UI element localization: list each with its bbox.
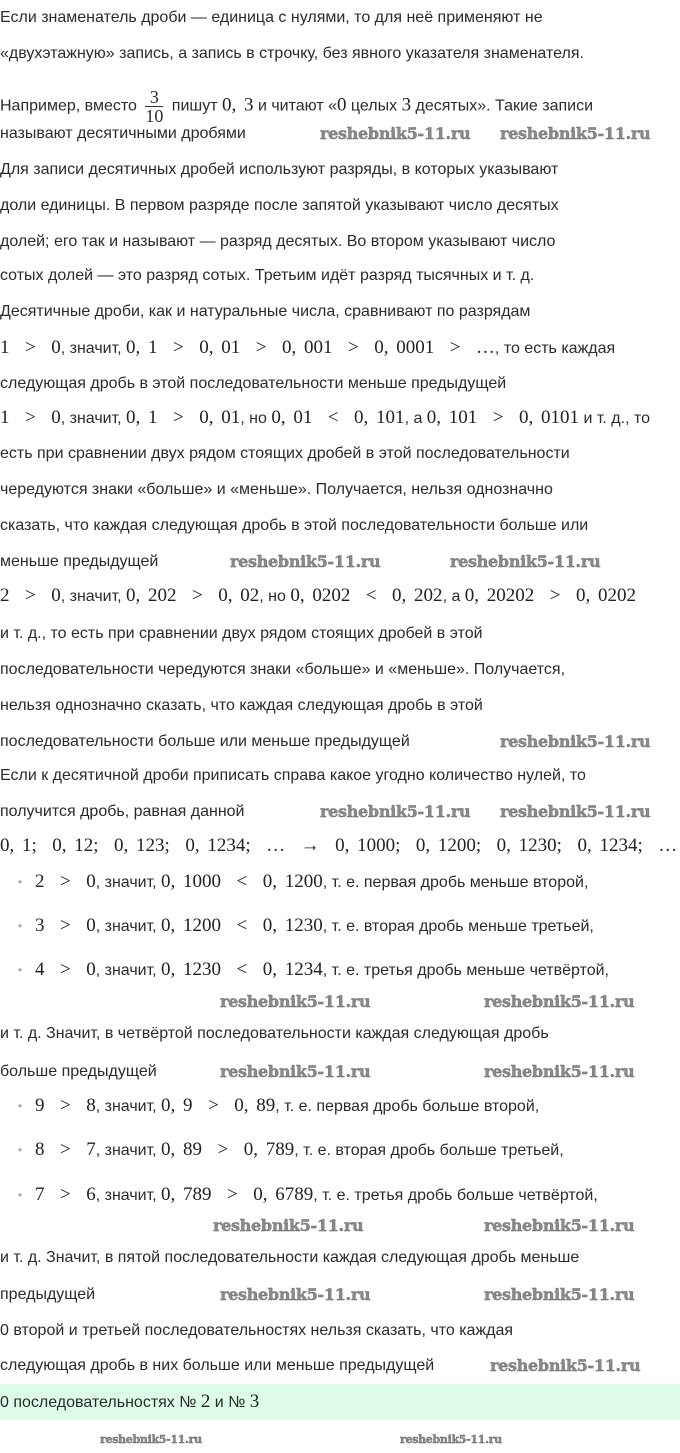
watermark: reshebnik5-11.ru <box>230 552 381 571</box>
text-line <box>0 732 410 752</box>
math-expression: 2 <box>200 1391 211 1412</box>
text-segment: , т. е. вторая дробь больше третьей, <box>294 1142 564 1159</box>
text-segment: предыдущей <box>0 1286 96 1303</box>
text-line <box>0 302 530 322</box>
text-segment: Если к десятичной дроби приписать справа какое угодно количество нулей, то <box>0 767 586 784</box>
math-expression: 0, 20202 > 0, 0202 <box>464 585 637 606</box>
watermark: reshebnik5-11.ru <box>500 732 651 751</box>
watermark: reshebnik5-11.ru <box>100 1433 202 1446</box>
text-segment: , значит, <box>95 1098 162 1115</box>
text-line <box>0 836 677 857</box>
math-expression: 0, 101 > 0, 0101 <box>426 407 580 428</box>
math-expression: 0, 1 > 0, 01 > 0, 001 > 0, 0001 > … <box>126 337 495 358</box>
text-segment: , т. е. вторая дробь меньше третьей, <box>322 918 594 935</box>
watermark: reshebnik5-11.ru <box>400 1433 502 1446</box>
bullet-icon: • <box>18 875 23 889</box>
text-segment: следующая дробь в этой последовательности меньше предыдущей <box>0 375 507 392</box>
text-line <box>0 1285 95 1305</box>
denominator: 10 <box>145 106 164 126</box>
text-segment: и т. д., то есть при сравнении двух рядом стоящих дробей в этой <box>0 625 483 642</box>
math-expression: 9 > 8 <box>35 1095 96 1116</box>
text-segment: Для записи десятичных дробей используют разряды, в которых указывают <box>0 161 559 178</box>
math-expression: 2 > 0 <box>35 871 96 892</box>
text-segment: , значит, <box>95 874 162 891</box>
text-line <box>0 1321 513 1341</box>
watermark: reshebnik5-11.ru <box>220 992 371 1011</box>
watermark: reshebnik5-11.ru <box>500 802 651 821</box>
text-line <box>0 374 506 394</box>
math-expression: 0, 789 > 0, 6789 <box>161 1184 314 1205</box>
text-line <box>0 802 244 822</box>
text-line <box>0 480 553 500</box>
bullet-item <box>18 1095 540 1117</box>
math-expression: 3 <box>401 94 412 116</box>
math-expression: 0, 1; 0, 12; 0, 123; 0, 1234; … → 0, 1000; 0, 1200; 0, 1230; 0, 1234; … <box>0 835 678 856</box>
bullet-item <box>18 1139 564 1161</box>
text-segment: , т. е. третья дробь больше четвёртой, <box>313 1187 598 1204</box>
text-segment: , а <box>404 410 427 427</box>
text-line <box>0 232 555 252</box>
text-segment: , т. е. первая дробь меньше второй, <box>322 874 589 891</box>
math-expression: 0, 1230 < 0, 1234 <box>161 959 323 980</box>
watermark: reshebnik5-11.ru <box>484 1285 635 1304</box>
text-segment: последовательности больше или меньше предыдущей <box>0 733 410 750</box>
text-segment: Десятичные дроби, как и натуральные числа, сравнивают по разрядам <box>0 303 531 320</box>
bullet-item <box>18 1184 598 1206</box>
text-segment: пишут <box>167 97 223 115</box>
text-segment: , т. е. первая дробь больше второй, <box>275 1098 540 1115</box>
watermark: reshebnik5-11.ru <box>484 992 635 1011</box>
text-line <box>0 1356 434 1376</box>
bullet-icon: • <box>18 963 23 977</box>
math-expression: 4 > 0 <box>35 959 96 980</box>
text-segment: , значит, <box>95 962 162 979</box>
math-expression: 1 > 0 <box>0 407 61 428</box>
text-segment: десятых». Такие записи <box>411 97 594 115</box>
math-expression: 0 <box>336 94 347 116</box>
text-segment: следующая дробь в них больше или меньше предыдущей <box>0 1357 435 1374</box>
watermark: reshebnik5-11.ru <box>220 1062 371 1081</box>
watermark: reshebnik5-11.ru <box>484 1216 635 1235</box>
text-segment: и т. д., то <box>579 410 651 427</box>
bullet-item <box>18 959 609 981</box>
text-line <box>0 766 586 786</box>
text-line <box>0 1062 157 1082</box>
math-expression: 8 > 7 <box>35 1139 96 1160</box>
text-line <box>0 338 615 359</box>
math-expression: 0, 0202 < 0, 202 <box>290 585 443 606</box>
text-segment: целых <box>346 97 402 115</box>
math-expression: 0, 202 > 0, 02 <box>126 585 260 606</box>
text-line <box>0 516 588 536</box>
text-segment: , значит, <box>95 918 162 935</box>
text-segment: меньше предыдущей <box>0 553 159 570</box>
text-line <box>0 444 570 464</box>
math-expression: 0, 1 > 0, 01 <box>126 407 241 428</box>
text-line <box>0 408 650 429</box>
text-line <box>0 696 483 716</box>
text-line <box>0 552 158 572</box>
text-segment: больше предыдущей <box>0 1063 157 1080</box>
math-expression: 0, 1200 < 0, 1230 <box>161 915 323 936</box>
text-segment: , т. е. третья дробь меньше четвёртой, <box>322 962 609 979</box>
text-segment: , но <box>240 410 272 427</box>
watermark: reshebnik5-11.ru <box>220 1285 371 1304</box>
watermark: reshebnik5-11.ru <box>450 552 601 571</box>
text-line <box>0 8 543 28</box>
math-expression: 0, 1000 < 0, 1200 <box>161 871 323 892</box>
text-segment: , а <box>442 588 465 605</box>
text-segment: сказать, что каждая следующая дробь в этой последовательности больше или <box>0 517 589 534</box>
bullet-icon: • <box>18 1099 23 1113</box>
watermark: reshebnik5-11.ru <box>320 802 471 821</box>
text-line <box>0 124 246 144</box>
text-segment: Например, вместо <box>0 97 142 115</box>
text-line <box>0 88 593 125</box>
text-line <box>0 624 483 644</box>
text-segment: «двухэтажную» запись, а запись в строчку, без явного указателя знаменателя. <box>0 45 584 62</box>
math-expression: 3 > 0 <box>35 915 96 936</box>
math-expression: 7 > 6 <box>35 1184 96 1205</box>
text-segment: называют десятичными дробями <box>0 125 246 142</box>
watermark: reshebnik5-11.ru <box>484 1062 635 1081</box>
text-segment: сотых долей — это разряд сотых. Третьим идёт разряд тысячных и т. д. <box>0 267 535 284</box>
math-expression: 1 > 0 <box>0 337 61 358</box>
text-line <box>0 44 584 64</box>
text-segment: долей; его так и называют — разряд десятых. Во втором указывают число <box>0 233 556 250</box>
text-segment: последовательности чередуются знаки «больше» и «меньше». Получается, <box>0 661 566 678</box>
math-expression: 3 <box>249 1391 260 1412</box>
math-expression: 0, 9 > 0, 89 <box>161 1095 276 1116</box>
text-segment: , то есть каждая <box>494 340 616 357</box>
text-segment: и № <box>210 1394 250 1411</box>
watermark: reshebnik5-11.ru <box>320 124 471 143</box>
bullet-item <box>18 871 589 893</box>
text-segment: Если знаменатель дроби — единица с нулями, то для неё применяют не <box>0 9 543 26</box>
watermark: reshebnik5-11.ru <box>490 1356 641 1375</box>
watermark: reshebnik5-11.ru <box>500 124 651 143</box>
text-segment: получится дробь, равная данной <box>0 803 245 820</box>
text-line <box>0 196 559 216</box>
bullet-item <box>18 915 594 937</box>
text-segment: и читают « <box>253 97 337 115</box>
text-line <box>0 1248 579 1268</box>
text-segment: чередуются знаки «больше» и «меньше». Получается, нельзя однозначно <box>0 481 553 498</box>
text-segment: и т. д. Значит, в четвёртой последовательности каждая следующая дробь <box>0 1025 549 1042</box>
text-segment: , значит, <box>60 340 127 357</box>
bullet-icon: • <box>18 1143 23 1157</box>
math-expression: 0, 01 < 0, 101 <box>271 407 405 428</box>
text-segment: , значит, <box>95 1142 162 1159</box>
text-line <box>0 1024 549 1044</box>
answer-line <box>0 1392 259 1413</box>
text-line <box>0 586 636 607</box>
text-segment: , значит, <box>60 588 127 605</box>
math-expression: 0, 3 <box>222 94 254 116</box>
text-segment: , значит, <box>95 1187 162 1204</box>
watermark: reshebnik5-11.ru <box>213 1216 364 1235</box>
text-segment: , значит, <box>60 410 127 427</box>
text-line <box>0 660 565 680</box>
bullet-icon: • <box>18 919 23 933</box>
text-segment: , но <box>259 588 291 605</box>
text-segment: нельзя однозначно сказать, что каждая следующая дробь в этой <box>0 697 483 714</box>
math-expression: 2 > 0 <box>0 585 61 606</box>
text-segment: 0 последовательностях № <box>0 1394 201 1411</box>
text-line <box>0 266 534 286</box>
text-line <box>0 160 558 180</box>
fraction <box>145 88 163 125</box>
text-segment: и т. д. Значит, в пятой последовательности каждая следующая дробь меньше <box>0 1249 580 1266</box>
text-segment: 0 второй и третьей последовательностях нельзя сказать, что каждая <box>0 1322 514 1339</box>
bullet-icon: • <box>18 1188 23 1202</box>
text-segment: доли единицы. В первом разряде после запятой указывают число десятых <box>0 197 559 214</box>
numerator: 3 <box>145 88 163 107</box>
math-expression: 0, 89 > 0, 789 <box>161 1139 295 1160</box>
text-segment: есть при сравнении двух рядом стоящих дробей в этой последовательности <box>0 445 570 462</box>
